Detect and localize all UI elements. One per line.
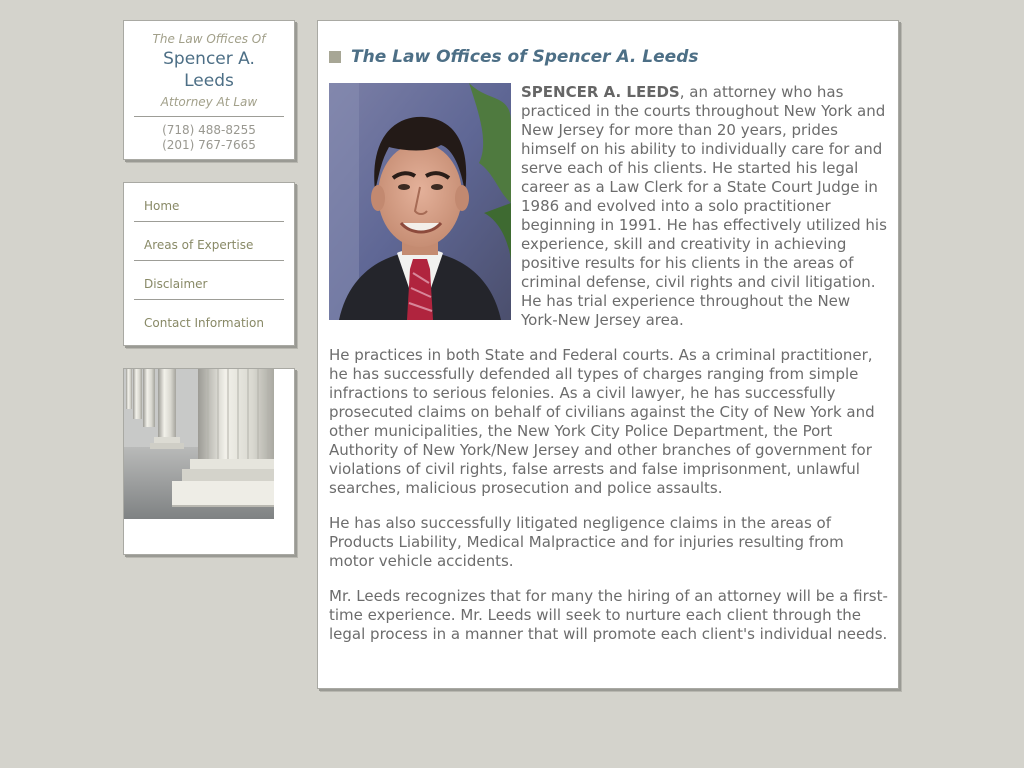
courthouse-columns-image bbox=[124, 369, 274, 519]
paragraph-approach: Mr. Leeds recognizes that for many the hiring of an attorney will be a first-time experience. Mr. Leeds will seek to nurture each client through the legal process in a manner that will promote each client's individual needs. bbox=[329, 587, 888, 643]
header-divider bbox=[134, 116, 284, 117]
lead-name: SPENCER A. LEEDS bbox=[521, 83, 680, 101]
page-title bbox=[329, 47, 699, 67]
phone-number-ny: (718) 488-8255 bbox=[162, 123, 256, 137]
paragraph-practice: He practices in both State and Federal courts. As a criminal practitioner, he has successfully defended all types of charges ranging from simple infractions to serious felonies. As a civil lawyer, he has successfully prosecuted claims on behalf of civilians against the City of New York and other municipalities, the New York City Police Department, the Port Authority of New York/New Jersey and other branches of government for violations of civil rights, false arrests and false imprisonment, unlawful searches, malicious prosecution and police assaults. bbox=[329, 346, 875, 497]
nav-item-disclaimer bbox=[134, 261, 284, 300]
firm-pre-title: The Law Offices Of bbox=[152, 32, 266, 46]
main-content bbox=[317, 20, 899, 689]
paragraph-negligence: He has also successfully litigated negligence claims in the areas of Products Liability, Medical Malpractice and for injuries resulting from motor vehicle accidents. bbox=[329, 514, 844, 570]
nav-item-contact-information bbox=[134, 300, 284, 339]
square-bullet-icon bbox=[329, 51, 341, 63]
attorney-name: Spencer A. Leeds bbox=[163, 49, 255, 91]
nav-link-areas-of-expertise[interactable]: Areas of Expertise bbox=[144, 238, 254, 252]
attorney-portrait bbox=[329, 83, 511, 320]
navigation-menu bbox=[123, 182, 295, 346]
nav-link-contact-information[interactable]: Contact Information bbox=[144, 316, 264, 330]
article-body bbox=[329, 83, 889, 660]
paragraph-intro-text: , an attorney who has practiced in the courts throughout New York and New Jersey for more than 20 years, prides himself on his ability to individually care for and serve each of his clients. He started his legal career as a Law Clerk for a State Court Judge in 1986 and evolved into a solo practitioner beginning in 1991. He has effectively utilized his experience, skill and creativity in achieving positive results for his clients in the areas of criminal defense, civil rights and civil litigation. He has trial experience throughout the New York-New Jersey area. bbox=[521, 83, 887, 329]
nav-link-home[interactable]: Home bbox=[144, 199, 180, 213]
nav-item-home bbox=[134, 183, 284, 222]
nav-item-areas-of-expertise bbox=[134, 222, 284, 261]
image-card bbox=[123, 368, 295, 555]
attorney-subtitle: Attorney At Law bbox=[160, 95, 258, 109]
phone-number-nj: (201) 767-7665 bbox=[162, 138, 256, 152]
page-title-text: The Law Offices of Spencer A. Leeds bbox=[351, 47, 699, 67]
header-card bbox=[123, 20, 295, 160]
nav-link-disclaimer[interactable]: Disclaimer bbox=[144, 277, 208, 291]
